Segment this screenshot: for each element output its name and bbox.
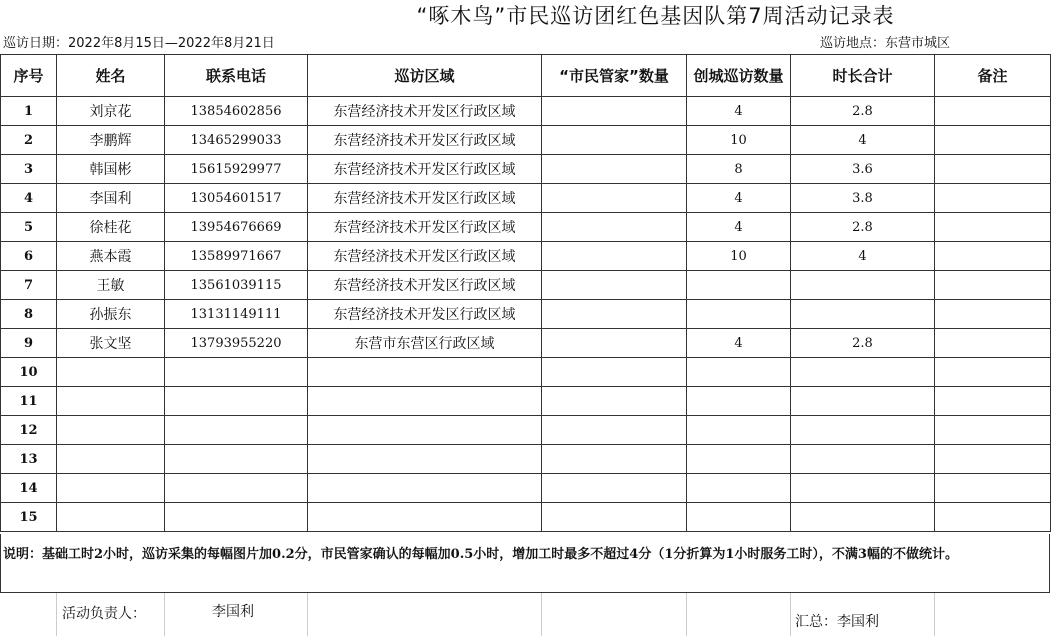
cell-index: 10 xyxy=(1,358,57,387)
col-header-hours: 时长合计 xyxy=(791,55,935,97)
cell-visits: 10 xyxy=(687,126,791,155)
footer-divider xyxy=(307,593,308,636)
cell-remark xyxy=(935,387,1051,416)
footer-divider xyxy=(686,593,687,636)
cell-hours xyxy=(791,416,935,445)
responsible-name: 李国利 xyxy=(212,604,254,620)
cell-phone: 13561039115 xyxy=(165,271,308,300)
cell-name: 徐桂花 xyxy=(57,213,165,242)
col-header-visits: 创城巡访数量 xyxy=(687,55,791,97)
explanation-note: 说明：基础工时2小时，巡访采集的每幅图片加0.2分，市民管家确认的每幅加0.5小时，增加工时最多不超过4分（1分折算为1小时服务工时），不满3幅的不做统计。 xyxy=(0,534,1050,593)
cell-area xyxy=(308,416,542,445)
col-header-area: 巡访区域 xyxy=(308,55,542,97)
cell-phone xyxy=(165,503,308,532)
cell-index: 1 xyxy=(1,97,57,126)
cell-index: 13 xyxy=(1,445,57,474)
cell-name: 李国利 xyxy=(57,184,165,213)
cell-steward xyxy=(542,126,687,155)
cell-remark xyxy=(935,358,1051,387)
cell-hours: 2.8 xyxy=(791,329,935,358)
cell-steward xyxy=(542,97,687,126)
cell-visits xyxy=(687,474,791,503)
cell-name xyxy=(57,474,165,503)
col-header-phone: 联系电话 xyxy=(165,55,308,97)
cell-steward xyxy=(542,213,687,242)
col-header-steward: “市民管家”数量 xyxy=(542,55,687,97)
cell-visits xyxy=(687,503,791,532)
cell-name xyxy=(57,445,165,474)
table-row xyxy=(1,213,1051,242)
cell-steward xyxy=(542,358,687,387)
cell-name xyxy=(57,503,165,532)
cell-remark xyxy=(935,271,1051,300)
cell-phone: 13954676669 xyxy=(165,213,308,242)
cell-hours xyxy=(791,503,935,532)
table-row xyxy=(1,329,1051,358)
cell-area xyxy=(308,387,542,416)
cell-name xyxy=(57,387,165,416)
cell-steward xyxy=(542,474,687,503)
cell-index: 2 xyxy=(1,126,57,155)
record-table xyxy=(0,54,1051,532)
cell-area xyxy=(308,445,542,474)
cell-steward xyxy=(542,503,687,532)
footer xyxy=(0,593,1050,636)
cell-area: 东营经济技术开发区行政区域 xyxy=(308,184,542,213)
cell-hours: 2.8 xyxy=(791,97,935,126)
table-row xyxy=(1,416,1051,445)
cell-phone xyxy=(165,358,308,387)
cell-index: 9 xyxy=(1,329,57,358)
cell-phone xyxy=(165,416,308,445)
cell-name: 刘京花 xyxy=(57,97,165,126)
cell-phone: 13793955220 xyxy=(165,329,308,358)
table-row xyxy=(1,126,1051,155)
cell-index: 6 xyxy=(1,242,57,271)
cell-remark xyxy=(935,184,1051,213)
cell-hours: 4 xyxy=(791,126,935,155)
cell-visits: 10 xyxy=(687,242,791,271)
cell-remark xyxy=(935,329,1051,358)
cell-name: 王敏 xyxy=(57,271,165,300)
cell-index: 11 xyxy=(1,387,57,416)
cell-index: 4 xyxy=(1,184,57,213)
cell-area xyxy=(308,358,542,387)
cell-name: 韩国彬 xyxy=(57,155,165,184)
table-row xyxy=(1,97,1051,126)
cell-index: 5 xyxy=(1,213,57,242)
cell-remark xyxy=(935,474,1051,503)
footer-divider xyxy=(790,593,791,636)
cell-name: 李鹏辉 xyxy=(57,126,165,155)
cell-steward xyxy=(542,329,687,358)
cell-visits xyxy=(687,300,791,329)
cell-area xyxy=(308,503,542,532)
cell-remark xyxy=(935,97,1051,126)
table-row xyxy=(1,474,1051,503)
cell-hours xyxy=(791,474,935,503)
cell-index: 12 xyxy=(1,416,57,445)
cell-phone xyxy=(165,387,308,416)
cell-area: 东营经济技术开发区行政区域 xyxy=(308,213,542,242)
table-row xyxy=(1,300,1051,329)
cell-visits: 4 xyxy=(687,213,791,242)
cell-name xyxy=(57,358,165,387)
cell-steward xyxy=(542,387,687,416)
cell-steward xyxy=(542,242,687,271)
cell-area: 东营经济技术开发区行政区域 xyxy=(308,242,542,271)
cell-index: 8 xyxy=(1,300,57,329)
cell-index: 3 xyxy=(1,155,57,184)
cell-remark xyxy=(935,445,1051,474)
table-row xyxy=(1,445,1051,474)
cell-area: 东营经济技术开发区行政区域 xyxy=(308,300,542,329)
cell-visits xyxy=(687,387,791,416)
table-row xyxy=(1,242,1051,271)
footer-divider xyxy=(164,593,165,636)
cell-hours xyxy=(791,387,935,416)
col-header-remark: 备注 xyxy=(935,55,1051,97)
cell-visits: 4 xyxy=(687,329,791,358)
table-row xyxy=(1,358,1051,387)
cell-hours: 2.8 xyxy=(791,213,935,242)
cell-phone: 15615929977 xyxy=(165,155,308,184)
table-row xyxy=(1,155,1051,184)
cell-remark xyxy=(935,242,1051,271)
cell-area: 东营市东营区行政区域 xyxy=(308,329,542,358)
footer-divider xyxy=(541,593,542,636)
cell-phone: 13465299033 xyxy=(165,126,308,155)
cell-area: 东营经济技术开发区行政区域 xyxy=(308,97,542,126)
col-header-name: 姓名 xyxy=(57,55,165,97)
cell-visits xyxy=(687,445,791,474)
cell-phone: 13589971667 xyxy=(165,242,308,271)
cell-area: 东营经济技术开发区行政区域 xyxy=(308,155,542,184)
visit-location: 巡访地点：东营市城区 xyxy=(820,36,951,51)
cell-visits xyxy=(687,358,791,387)
cell-hours xyxy=(791,358,935,387)
cell-name xyxy=(57,416,165,445)
cell-visits xyxy=(687,416,791,445)
cell-phone xyxy=(165,445,308,474)
cell-phone xyxy=(165,474,308,503)
cell-phone: 13054601517 xyxy=(165,184,308,213)
table-body xyxy=(1,97,1051,532)
cell-area: 东营经济技术开发区行政区域 xyxy=(308,126,542,155)
cell-visits: 8 xyxy=(687,155,791,184)
table-row xyxy=(1,184,1051,213)
cell-steward xyxy=(542,445,687,474)
table-row xyxy=(1,503,1051,532)
cell-visits xyxy=(687,271,791,300)
cell-hours: 3.8 xyxy=(791,184,935,213)
cell-hours: 4 xyxy=(791,242,935,271)
cell-index: 14 xyxy=(1,474,57,503)
page-title: “啄木鸟”市民巡访团红色基因队第7周活动记录表 xyxy=(416,4,895,28)
header-row xyxy=(1,55,1051,97)
cell-visits: 4 xyxy=(687,97,791,126)
summary-label: 汇总：李国利 xyxy=(795,614,879,630)
cell-remark xyxy=(935,126,1051,155)
footer-divider xyxy=(934,593,935,636)
cell-name: 孙振东 xyxy=(57,300,165,329)
cell-steward xyxy=(542,271,687,300)
cell-remark xyxy=(935,416,1051,445)
cell-area: 东营经济技术开发区行政区域 xyxy=(308,271,542,300)
cell-name: 燕本霞 xyxy=(57,242,165,271)
cell-remark xyxy=(935,155,1051,184)
visit-date: 巡访日期：2022年8月15日—2022年8月21日 xyxy=(3,36,275,51)
cell-visits: 4 xyxy=(687,184,791,213)
cell-name: 张文坚 xyxy=(57,329,165,358)
table-row xyxy=(1,387,1051,416)
cell-hours xyxy=(791,300,935,329)
cell-remark xyxy=(935,213,1051,242)
cell-steward xyxy=(542,300,687,329)
cell-steward xyxy=(542,184,687,213)
cell-index: 7 xyxy=(1,271,57,300)
cell-remark xyxy=(935,503,1051,532)
cell-area xyxy=(308,474,542,503)
cell-steward xyxy=(542,416,687,445)
cell-index: 15 xyxy=(1,503,57,532)
cell-hours xyxy=(791,445,935,474)
cell-phone: 13854602856 xyxy=(165,97,308,126)
cell-hours xyxy=(791,271,935,300)
table-row xyxy=(1,271,1051,300)
col-header-index: 序号 xyxy=(1,55,57,97)
cell-phone: 13131149111 xyxy=(165,300,308,329)
cell-remark xyxy=(935,300,1051,329)
cell-hours: 3.6 xyxy=(791,155,935,184)
responsible-label: 活动负责人： xyxy=(62,606,146,622)
footer-divider xyxy=(56,593,57,636)
cell-steward xyxy=(542,155,687,184)
